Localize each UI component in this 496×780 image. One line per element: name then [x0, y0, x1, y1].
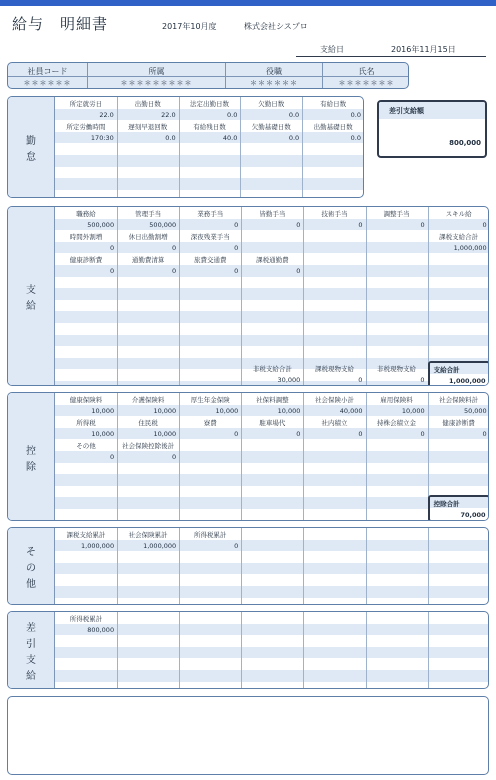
grid-row	[55, 155, 363, 167]
section-label-char: 支	[26, 285, 36, 296]
cell-value: 10,000	[153, 429, 177, 438]
grid-row	[55, 463, 488, 475]
cell-label: 介護保険料	[131, 396, 165, 404]
cell-value: 10,000	[401, 406, 425, 415]
section-label-char: 勤	[26, 136, 36, 147]
cell-value: 0	[296, 220, 301, 229]
info-value: ＊＊＊＊＊＊	[23, 79, 72, 87]
grid-row	[55, 497, 488, 509]
section-label-char: 引	[26, 639, 36, 650]
cell-value: 0	[234, 267, 239, 275]
section-side-label	[8, 207, 55, 385]
cell-label: 課税通勤費	[256, 256, 289, 265]
cell-label: 社内積立	[321, 419, 348, 428]
cell-value: 10,000	[91, 406, 115, 415]
cell-value: 0	[420, 220, 425, 229]
cell-value: 0.0	[288, 133, 300, 142]
grid-vline	[428, 528, 429, 604]
grid-row	[55, 509, 488, 521]
cell-value: 0	[234, 243, 239, 252]
grid-vline	[366, 207, 367, 385]
cell-value: 0	[172, 453, 177, 461]
payments-section	[7, 206, 489, 386]
section-side-label	[8, 612, 55, 688]
section-label-char: 除	[26, 461, 36, 473]
section-label-char: そ	[26, 547, 36, 558]
cell-value: 0.0	[350, 133, 361, 142]
grid-vline	[366, 528, 367, 604]
grid-row	[55, 323, 488, 335]
cell-label: 駐車場代	[259, 419, 286, 428]
deductions-total-box	[428, 495, 489, 521]
cell-label: 非税現物支給	[377, 364, 417, 373]
cell-label: 技術手当	[321, 210, 348, 218]
cell-label: 社会保険控除後計	[122, 442, 175, 451]
page-title: 給与 明細書	[12, 15, 109, 33]
pay-period: 2017年10月度	[162, 22, 217, 31]
section-grid	[55, 393, 488, 520]
info-label: 役職	[266, 67, 282, 76]
cell-value: 22.0	[161, 110, 176, 119]
grid-row	[55, 658, 488, 670]
info-value: ＊＊＊＊＊＊＊	[338, 79, 395, 87]
grid-row	[55, 598, 488, 605]
grid-row	[55, 624, 488, 636]
cell-value: 10,000	[91, 429, 115, 438]
section-label-char: 怠	[26, 152, 36, 163]
grid-row	[55, 143, 363, 155]
cell-value: 0	[234, 541, 239, 550]
info-label: 所属	[148, 67, 165, 76]
cell-value: 0	[109, 267, 115, 275]
info-col	[225, 63, 322, 89]
cell-value: 0	[482, 429, 487, 438]
cell-label: 非税支給合計	[252, 364, 292, 373]
section-label-char: の	[26, 563, 36, 574]
cell-label: 旅費交通費	[193, 256, 227, 265]
top-accent-bar	[0, 0, 496, 6]
grid-vline	[428, 612, 429, 688]
grid-row	[55, 335, 488, 347]
company-name: 株式会社シスプロ	[244, 22, 308, 31]
grid-row	[55, 178, 363, 190]
cell-label: 寮費	[203, 419, 217, 428]
grid-row	[55, 586, 488, 598]
info-divider	[323, 76, 409, 77]
others-section	[7, 527, 489, 605]
info-value: ＊＊＊＊＊＊	[250, 79, 298, 87]
section-side-label	[8, 97, 55, 197]
cell-value: 0	[358, 429, 363, 438]
cell-value: 0	[482, 220, 487, 229]
cell-value: 50,000	[463, 406, 487, 415]
section-label-char: 支	[26, 655, 36, 666]
pay-date-row	[296, 41, 486, 57]
section-grid	[55, 528, 488, 604]
grid-vline	[117, 612, 118, 688]
cell-label: 業務手当	[197, 210, 224, 218]
cell-label: 住民税	[138, 419, 158, 428]
net-pay-label: 差引支給額	[379, 102, 485, 119]
cell-value: 0	[296, 267, 301, 275]
cell-value: 10,000	[215, 406, 239, 415]
grid-vline	[241, 612, 242, 688]
cell-label: 社会保険料計	[439, 396, 479, 404]
cell-label: 社会保険累計	[128, 531, 168, 539]
grid-row	[55, 300, 488, 312]
net-pay-box	[377, 100, 487, 158]
cell-value: 0	[109, 243, 115, 252]
cell-value: 0	[234, 220, 239, 229]
employee-info-table	[7, 62, 409, 89]
info-col	[322, 63, 409, 89]
cell-label: 所得税累計	[193, 531, 227, 539]
cell-label: 有給残日数	[193, 123, 226, 132]
cell-label: 厚生年金保険	[190, 396, 230, 404]
section-side-label	[8, 393, 55, 520]
cell-value: 0.0	[165, 133, 176, 142]
cell-value: 1,000,000	[453, 243, 487, 252]
grid-row	[55, 612, 488, 624]
attendance-section	[7, 96, 364, 198]
section-label-char: 控	[26, 445, 36, 457]
cell-label: 法定出勤日数	[189, 100, 229, 108]
info-value: ＊＊＊＊＊＊＊＊＊	[120, 79, 193, 87]
cell-value: 0	[358, 220, 363, 229]
grid-vline	[303, 207, 304, 385]
grid-row	[55, 346, 488, 358]
grid-vline	[241, 207, 242, 385]
section-grid	[55, 207, 488, 385]
deductions-section	[7, 392, 489, 521]
cell-label: 出勤日数	[134, 100, 161, 108]
cell-label: 課税現物支給	[314, 364, 354, 373]
cell-label: 皆勤手当	[259, 210, 286, 218]
cell-label: 時間外割増	[69, 233, 103, 242]
cell-label: 課税支給合計	[439, 233, 479, 242]
grid-row	[55, 311, 488, 323]
cell-value: 30,000	[277, 376, 301, 385]
cell-value: 10,000	[277, 406, 301, 415]
info-label: 社員コード	[27, 67, 68, 76]
grid-vline	[366, 612, 367, 688]
cell-label: 深夜残業手当	[190, 233, 230, 242]
payments-total-label: 支給合計	[430, 363, 488, 374]
cell-value: 0	[420, 376, 425, 385]
cell-value: 0	[172, 243, 177, 252]
cell-value: 500,000	[87, 220, 115, 229]
cell-label: 欠勤日数	[258, 100, 285, 108]
grid-row	[55, 474, 488, 486]
grid-vline	[179, 528, 180, 604]
cell-label: 休日出勤割増	[128, 233, 168, 242]
cell-label: 遅刻早退回数	[128, 123, 168, 132]
memo-box	[7, 696, 489, 775]
grid-row	[55, 670, 488, 682]
grid-row	[55, 288, 488, 300]
pay-date-value: 2016年11月15日	[391, 45, 456, 54]
info-col	[8, 63, 87, 89]
cell-label: 所得税累計	[69, 615, 103, 623]
cell-label: 課税支給累計	[66, 531, 106, 539]
cell-value: 1,000,000	[81, 541, 115, 550]
section-label-char: 給	[26, 301, 36, 312]
grid-row	[55, 574, 488, 586]
grid-vline	[241, 528, 242, 604]
cell-value: 0	[296, 429, 301, 438]
pay-date-label: 支給日	[320, 45, 344, 54]
cell-value: 10,000	[153, 406, 177, 415]
grid-vline	[117, 528, 118, 604]
grid-row	[55, 647, 488, 659]
cell-value: 40.0	[222, 133, 238, 142]
grid-row	[55, 563, 488, 575]
net-section	[7, 611, 489, 689]
net-pay-value: 800,000	[449, 139, 481, 147]
cell-label: 所定労働時間	[66, 123, 106, 132]
deductions-total-value: 70,000	[460, 510, 486, 519]
cell-label: その他	[76, 442, 96, 451]
section-label-char: 他	[26, 579, 36, 590]
payments-total-value: 1,000,000	[448, 376, 486, 385]
cell-value: 0	[234, 429, 239, 438]
section-grid	[55, 612, 488, 688]
cell-value: 0	[109, 453, 115, 461]
section-grid	[55, 97, 363, 197]
section-label-char: 給	[26, 671, 36, 682]
cell-label: 管理手当	[135, 210, 162, 218]
cell-label: 職務給	[76, 210, 96, 218]
cell-label: スキル給	[445, 210, 472, 218]
cell-value: 0.0	[350, 110, 361, 119]
info-divider	[88, 76, 225, 77]
section-label-char: 差	[26, 623, 36, 634]
grid-vline	[303, 612, 304, 688]
grid-row	[55, 682, 488, 689]
cell-value: 40,000	[339, 406, 363, 415]
grid-row	[55, 167, 363, 179]
cell-value: 170:30	[90, 133, 114, 142]
info-divider	[226, 76, 322, 77]
cell-label: 調整手当	[383, 210, 410, 218]
cell-label: 社会保険小計	[314, 396, 354, 404]
cell-label: 有給日数	[320, 100, 347, 108]
payments-total-box	[428, 361, 489, 386]
cell-label: 健康保険料	[69, 396, 103, 404]
cell-value: 800,000	[87, 625, 115, 634]
cell-value: 0.0	[288, 110, 300, 119]
info-col	[87, 63, 225, 89]
cell-value: 500,000	[149, 220, 177, 229]
cell-label: 社保料調整	[256, 396, 289, 404]
grid-row	[55, 277, 488, 289]
cell-value: 0.0	[227, 110, 238, 119]
cell-label: 所定就労日	[69, 100, 103, 108]
cell-label: 健康診断費	[442, 419, 475, 428]
cell-label: 所得税	[76, 419, 96, 428]
cell-value: 0	[172, 267, 177, 275]
grid-row	[55, 635, 488, 647]
grid-row	[55, 486, 488, 498]
grid-vline	[179, 612, 180, 688]
cell-label: 出勤基礎日数	[313, 123, 353, 132]
info-divider	[8, 76, 87, 77]
cell-label: 欠勤基礎日数	[251, 123, 291, 132]
info-label: 氏名	[358, 67, 375, 76]
cell-value: 1,000,000	[143, 541, 177, 550]
grid-row	[55, 551, 488, 563]
cell-label: 持株会積立金	[377, 419, 417, 428]
cell-value: 22.0	[99, 110, 114, 119]
grid-row	[55, 190, 363, 198]
deductions-total-label: 控除合計	[430, 497, 488, 508]
cell-value: 0	[358, 376, 363, 385]
section-side-label	[8, 528, 55, 604]
cell-label: 健康診断費	[69, 256, 103, 265]
cell-label: 雇用保険料	[380, 396, 413, 404]
cell-label: 通勤費清算	[131, 256, 165, 265]
cell-value: 0	[420, 429, 425, 438]
grid-vline	[303, 528, 304, 604]
